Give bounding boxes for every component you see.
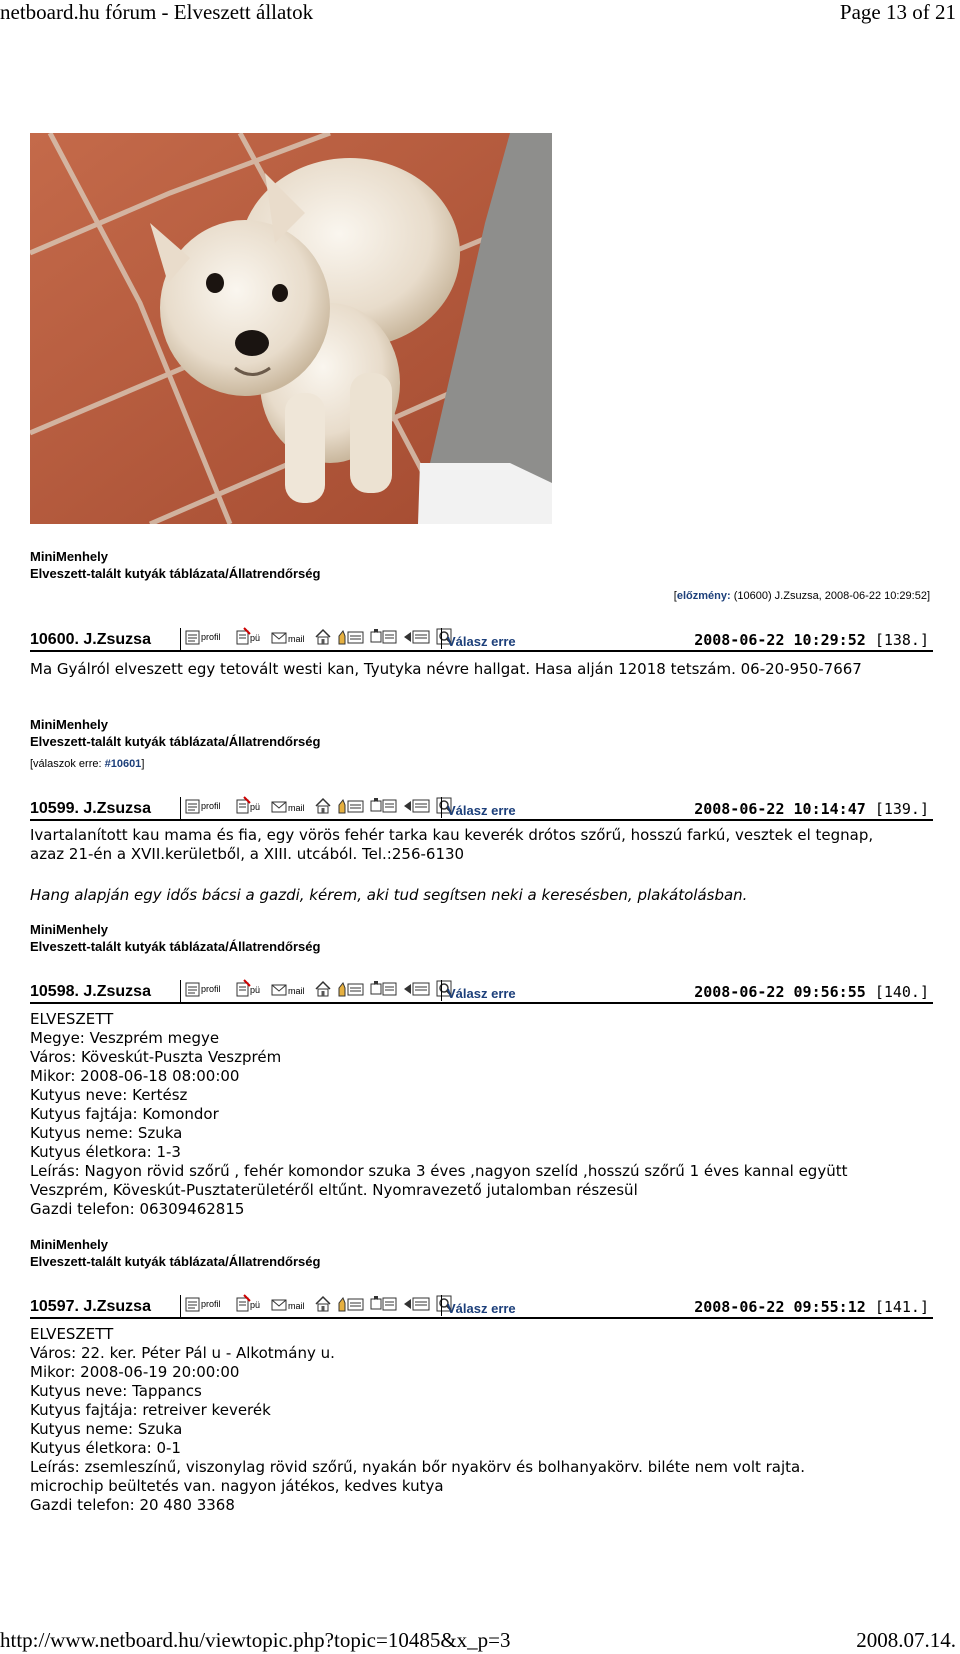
signature-link[interactable]: Elveszett-talált kutyák táblázata/Állatrendőrség [30, 566, 321, 581]
svg-text:pü: pü [250, 985, 261, 995]
forward-icon[interactable] [403, 980, 431, 1002]
signature-block [30, 1236, 320, 1270]
post-header [30, 795, 933, 821]
page-header-title: netboard.hu fórum - Elveszett állatok [0, 0, 314, 24]
thumb-icon[interactable] [337, 1295, 365, 1317]
dog-photo [30, 133, 552, 524]
svg-text:mail: mail [288, 803, 305, 813]
svg-text:profil: profil [201, 801, 221, 811]
signature-name: MiniMenhely [30, 549, 109, 564]
post-toolbar [180, 1295, 459, 1317]
pu-icon[interactable] [236, 626, 266, 650]
mail-icon[interactable] [271, 982, 309, 1002]
bookmark-icon[interactable] [370, 628, 398, 650]
profile-icon[interactable] [185, 1295, 231, 1317]
post-date: 2008-06-22 09:56:55 [140.] [694, 983, 929, 1001]
pu-icon[interactable] [236, 795, 266, 819]
post-number-author[interactable]: 10598. J.Zsuzsa [30, 983, 151, 1000]
reply-button[interactable]: Válasz erre [441, 628, 516, 649]
home-icon[interactable] [314, 1295, 332, 1317]
post-header [30, 978, 933, 1004]
post-number-author[interactable]: 10597. J.Zsuzsa [30, 1298, 151, 1315]
svg-text:pü: pü [250, 633, 261, 643]
signature-name: MiniMenhely [30, 922, 109, 937]
post-body: ELVESZETT Megye: Veszprém megye Város: Köveskút-Puszta Veszprém Mikor: 2008-06-18 08:00:00 Kutyus neve: Kertész Kutyus fajtája: Komondor Kutyus neme: Szuka Kutyus életkora: 1-3 Leírás: Nagyon rövid szőrű , fehér komondor szuka 3 éves ,nagyon szelíd ,hosszú szőrű 1 éves kannal együtt Veszprém, Köveskút-Pusztaterületéről eltűnt. Nyomravezető jutalomban részesül Gazdi telefon: 06309462815 [30, 1010, 848, 1218]
replies-note: [válaszok erre: #10601] [30, 758, 145, 770]
page-url[interactable]: http://www.netboard.hu/viewtopic.php?topic=10485&x_p=3 [0, 1628, 511, 1652]
forward-icon[interactable] [403, 1295, 431, 1317]
post-header [30, 1293, 933, 1319]
post-toolbar [180, 980, 459, 1002]
svg-text:mail: mail [288, 986, 305, 996]
svg-text:pü: pü [250, 1300, 261, 1310]
reply-button[interactable]: Válasz erre [441, 980, 516, 1001]
forward-icon[interactable] [403, 628, 431, 650]
post-toolbar [180, 628, 459, 650]
profile-icon[interactable] [185, 628, 231, 650]
profile-icon[interactable] [185, 980, 231, 1002]
reply-button[interactable]: Válasz erre [441, 1295, 516, 1316]
svg-text:mail: mail [288, 1301, 305, 1311]
print-date: 2008.07.14. [856, 1628, 956, 1652]
bookmark-icon[interactable] [370, 797, 398, 819]
home-icon[interactable] [314, 980, 332, 1002]
thumb-icon[interactable] [337, 628, 365, 650]
home-icon[interactable] [314, 628, 332, 650]
signature-name: MiniMenhely [30, 1237, 109, 1252]
post-number-author[interactable]: 10600. J.Zsuzsa [30, 631, 151, 648]
pu-icon[interactable] [236, 978, 266, 1002]
pu-icon[interactable] [236, 1293, 266, 1317]
bookmark-icon[interactable] [370, 980, 398, 1002]
signature-block [30, 921, 320, 955]
thumb-icon[interactable] [337, 980, 365, 1002]
thumb-icon[interactable] [337, 797, 365, 819]
mail-icon[interactable] [271, 799, 309, 819]
predecessor-note: [előzmény: (10600) J.Zsuzsa, 2008-06-22 10:29:52] [673, 590, 930, 602]
page-number: Page 13 of 21 [839, 0, 956, 24]
mail-icon[interactable] [271, 1297, 309, 1317]
signature-block [30, 548, 320, 582]
svg-text:profil: profil [201, 1299, 221, 1309]
signature-link[interactable]: Elveszett-talált kutyák táblázata/Állatrendőrség [30, 1254, 321, 1269]
signature-block [30, 716, 320, 750]
signature-link[interactable]: Elveszett-talált kutyák táblázata/Állatrendőrség [30, 939, 321, 954]
reply-button[interactable]: Válasz erre [441, 797, 516, 818]
svg-text:pü: pü [250, 802, 261, 812]
signature-link[interactable]: Elveszett-talált kutyák táblázata/Állatrendőrség [30, 734, 321, 749]
profile-icon[interactable] [185, 797, 231, 819]
post-date: 2008-06-22 10:14:47 [139.] [694, 800, 929, 818]
mail-icon[interactable] [271, 630, 309, 650]
post-toolbar [180, 797, 459, 819]
reply-link[interactable]: #10601 [104, 758, 142, 770]
svg-text:mail: mail [288, 634, 305, 644]
svg-text:profil: profil [201, 984, 221, 994]
bookmark-icon[interactable] [370, 1295, 398, 1317]
post-number-author[interactable]: 10599. J.Zsuzsa [30, 800, 151, 817]
signature-name: MiniMenhely [30, 717, 109, 732]
post-date: 2008-06-22 10:29:52 [138.] [694, 631, 929, 649]
forward-icon[interactable] [403, 797, 431, 819]
post-date: 2008-06-22 09:55:12 [141.] [694, 1298, 929, 1316]
post-body: ELVESZETT Város: 22. ker. Péter Pál u - Alkotmány u. Mikor: 2008-06-19 20:00:00 Kutyus neve: Tappancs Kutyus fajtája: retreiver keverék Kutyus neme: Szuka Kutyus életkora: 0-1 Leírás: zsemleszínű, viszonylag rövid szőrű, nyakán bőr nyakörv és bolhanyakörv. biléte nem volt rajta. microchip beültetés van. nagyon játékos, kedves kutya Gazdi telefon: 20 480 3368 [30, 1325, 806, 1514]
svg-text:profil: profil [201, 632, 221, 642]
post-body: Ma Gyálról elveszett egy tetovált westi kan, Tyutyka névre hallgat. Hasa alján 12018 tetszám. 06-20-950-7667 [30, 660, 862, 678]
predecessor-link[interactable]: előzmény: [676, 590, 731, 602]
post-header [30, 626, 933, 652]
post-body: Ivartalanított kau mama és fia, egy vörös fehér tarka kau keverék drótos szőrű, hosszú farkú, vesztek el tegnap, azaz 21-én a XVII.kerületből, a XIII. utcából. Tel.:256-6130 Hang alapján egy idős bácsi a gazdi, kérem, aki tud segítsen neki a keresésben, plakátolásban. [30, 826, 874, 904]
home-icon[interactable] [314, 797, 332, 819]
